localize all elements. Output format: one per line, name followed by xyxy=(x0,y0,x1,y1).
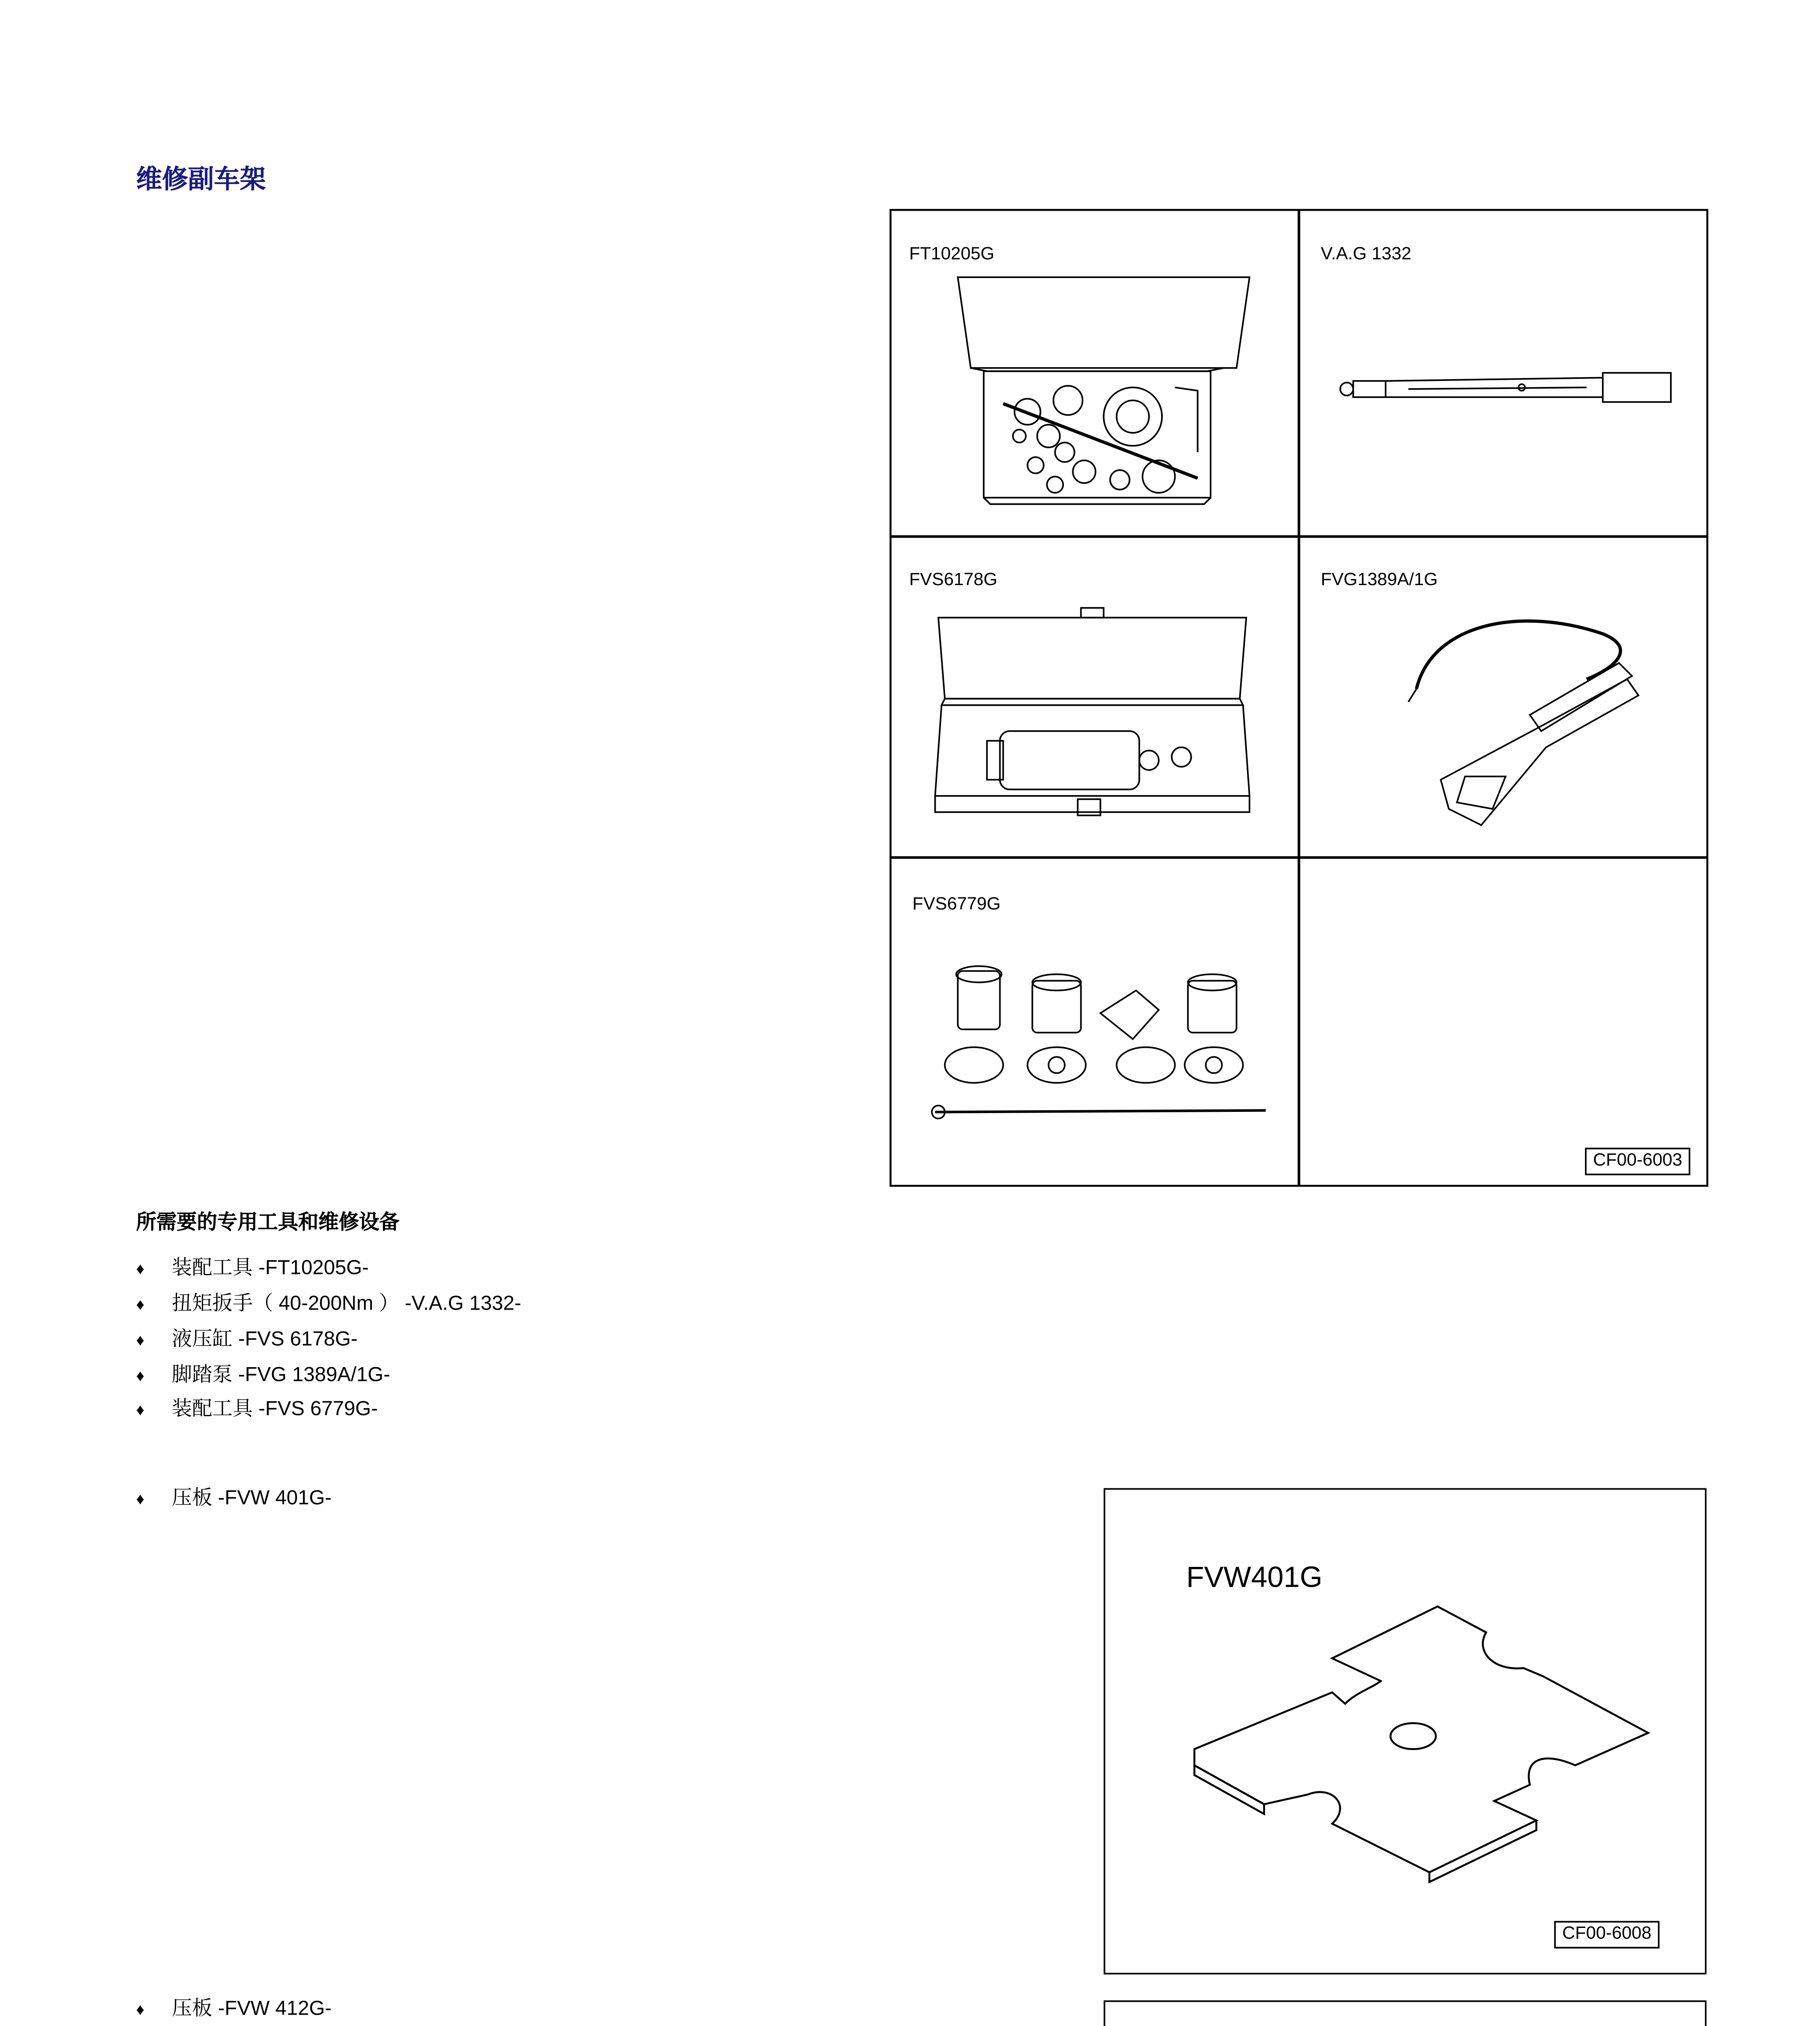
assembly-kit-drawing xyxy=(890,209,1708,1186)
cell-label-fvs6779g: FVS6779G xyxy=(912,895,1001,915)
press-plate-drawing xyxy=(1105,1490,1705,1973)
list-item xyxy=(136,1251,369,1280)
list-item xyxy=(136,1323,357,1352)
figure2-code: CF00-6008 xyxy=(1554,1921,1660,1949)
tools-figure-grid xyxy=(890,209,1708,1186)
list-item xyxy=(136,1359,390,1388)
figure1-code: CF00-6003 xyxy=(1585,1148,1690,1175)
cell-label-fvs6178g: FVS6178G xyxy=(909,571,998,590)
bullet-icon: ♦ xyxy=(136,2002,145,2020)
list-item-text: 液压缸 -FVS 6178G- xyxy=(171,1327,358,1351)
bullet-icon: ♦ xyxy=(136,1402,145,1420)
figure-fvw412g xyxy=(1104,2000,1707,2026)
page-title: 维修副车架 xyxy=(136,167,266,195)
cell-label-fvg1389a: FVG1389A/1G xyxy=(1321,571,1438,590)
figure-fvw401g xyxy=(1104,1488,1707,1975)
list-item xyxy=(136,1287,521,1316)
list-item xyxy=(136,1482,331,1511)
list-item-text: 脚踏泵 -FVG 1389A/1G- xyxy=(171,1363,390,1386)
list-item-text: 扭矩扳手（ 40-200Nm ） -V.A.G 1332- xyxy=(171,1292,522,1315)
tools-heading: 所需要的专用工具和维修设备 xyxy=(136,1211,400,1234)
list-item xyxy=(136,1992,331,2022)
bullet-icon: ♦ xyxy=(136,1297,145,1315)
list-item-text: 装配工具 -FVS 6779G- xyxy=(171,1397,378,1420)
bullet-icon: ♦ xyxy=(136,1368,145,1386)
cell-label-ft10205g: FT10205G xyxy=(909,245,994,265)
list-item-text: 压板 -FVW 412G- xyxy=(171,1997,332,2020)
bullet-icon: ♦ xyxy=(136,1261,145,1279)
list-item-text: 装配工具 -FT10205G- xyxy=(171,1256,369,1279)
cell-label-vag1332: V.A.G 1332 xyxy=(1321,245,1412,265)
list-item xyxy=(136,1393,378,1422)
press-disk-drawing xyxy=(1105,2002,1705,2026)
bullet-icon: ♦ xyxy=(136,1491,145,1509)
figure2-label: FVW401G xyxy=(1186,1561,1323,1594)
list-item-text: 压板 -FVW 401G- xyxy=(171,1486,332,1509)
bullet-icon: ♦ xyxy=(136,1332,145,1351)
